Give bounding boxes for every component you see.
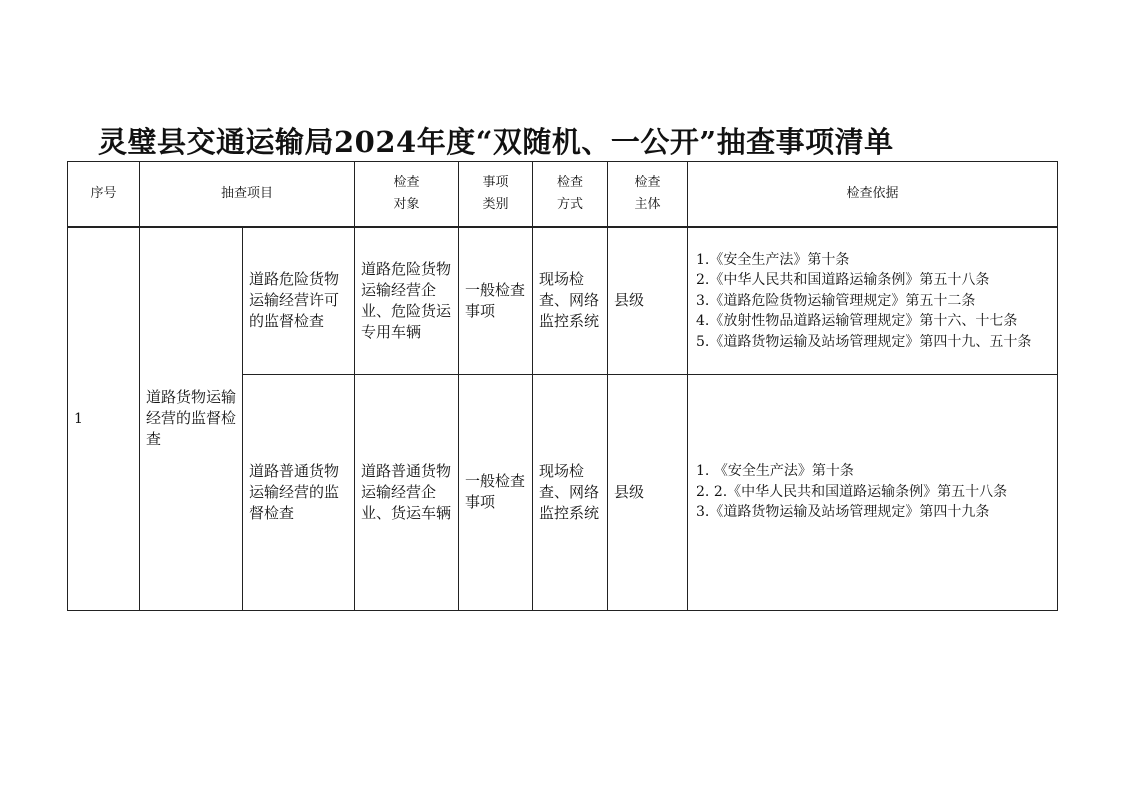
row-method: 现场检查、网络监控系统 [533,227,608,374]
row-object: 道路普通货物运输经营企业、货运车辆 [355,374,459,610]
row-basis [688,374,1058,610]
row-category: 一般检查事项 [459,374,533,610]
header-object-line2: 对象 [393,197,420,212]
row-item-main: 道路货物运输经营的监督检查 [140,227,243,610]
basis-line: 3.《道路货物运输及站场管理规定》第四十九条 [696,504,990,521]
header-category [459,162,533,228]
basis-line: 3.《道路危险货物运输管理规定》第五十二条 [696,292,976,309]
row-sub-item: 道路普通货物运输经营的监督检查 [243,374,355,610]
row-method: 现场检查、网络监控系统 [533,374,608,610]
header-item: 抽查项目 [140,162,355,228]
inspection-table [67,161,1058,611]
header-method [533,162,608,228]
header-category-line2: 类别 [482,197,509,212]
document-title: 灵璧县交通运输局2024年度“双随机、一公开”抽查事项清单 [98,125,894,159]
basis-line: 4.《放射性物品道路运输管理规定》第十六、十七条 [696,313,1018,329]
header-subject-line1: 检查 [634,175,661,190]
row-subject: 县级 [608,227,688,374]
basis-line: 2.《中华人民共和国道路运输条例》第五十八条 [696,272,990,288]
header-method-line2: 方式 [557,197,584,212]
header-method-line1: 检查 [557,175,584,190]
header-subject-line2: 主体 [634,197,661,212]
row-basis [688,227,1058,374]
basis-line: 1.《安全生产法》第十条 [696,251,850,268]
table-header-row [68,162,1058,228]
row-seq: 1 [68,227,140,610]
header-basis: 检查依据 [688,162,1058,228]
row-sub-item: 道路危险货物运输经营许可的监督检查 [243,227,355,374]
basis-line: 5.《道路货物运输及站场管理规定》第四十九、五十条 [696,333,1032,350]
row-category: 一般检查事项 [459,227,533,374]
header-seq: 序号 [68,162,140,228]
row-object: 道路危险货物运输经营企业、危险货运专用车辆 [355,227,459,374]
header-subject [608,162,688,228]
header-category-line1: 事项 [482,175,509,190]
basis-line: 1. 《安全生产法》第十条 [696,463,854,480]
row-subject: 县级 [608,374,688,610]
header-object-line1: 检查 [393,175,420,190]
header-object [355,162,459,228]
basis-line: 2. 2.《中华人民共和国道路运输条例》第五十八条 [696,483,1008,500]
table-row [68,227,1058,374]
